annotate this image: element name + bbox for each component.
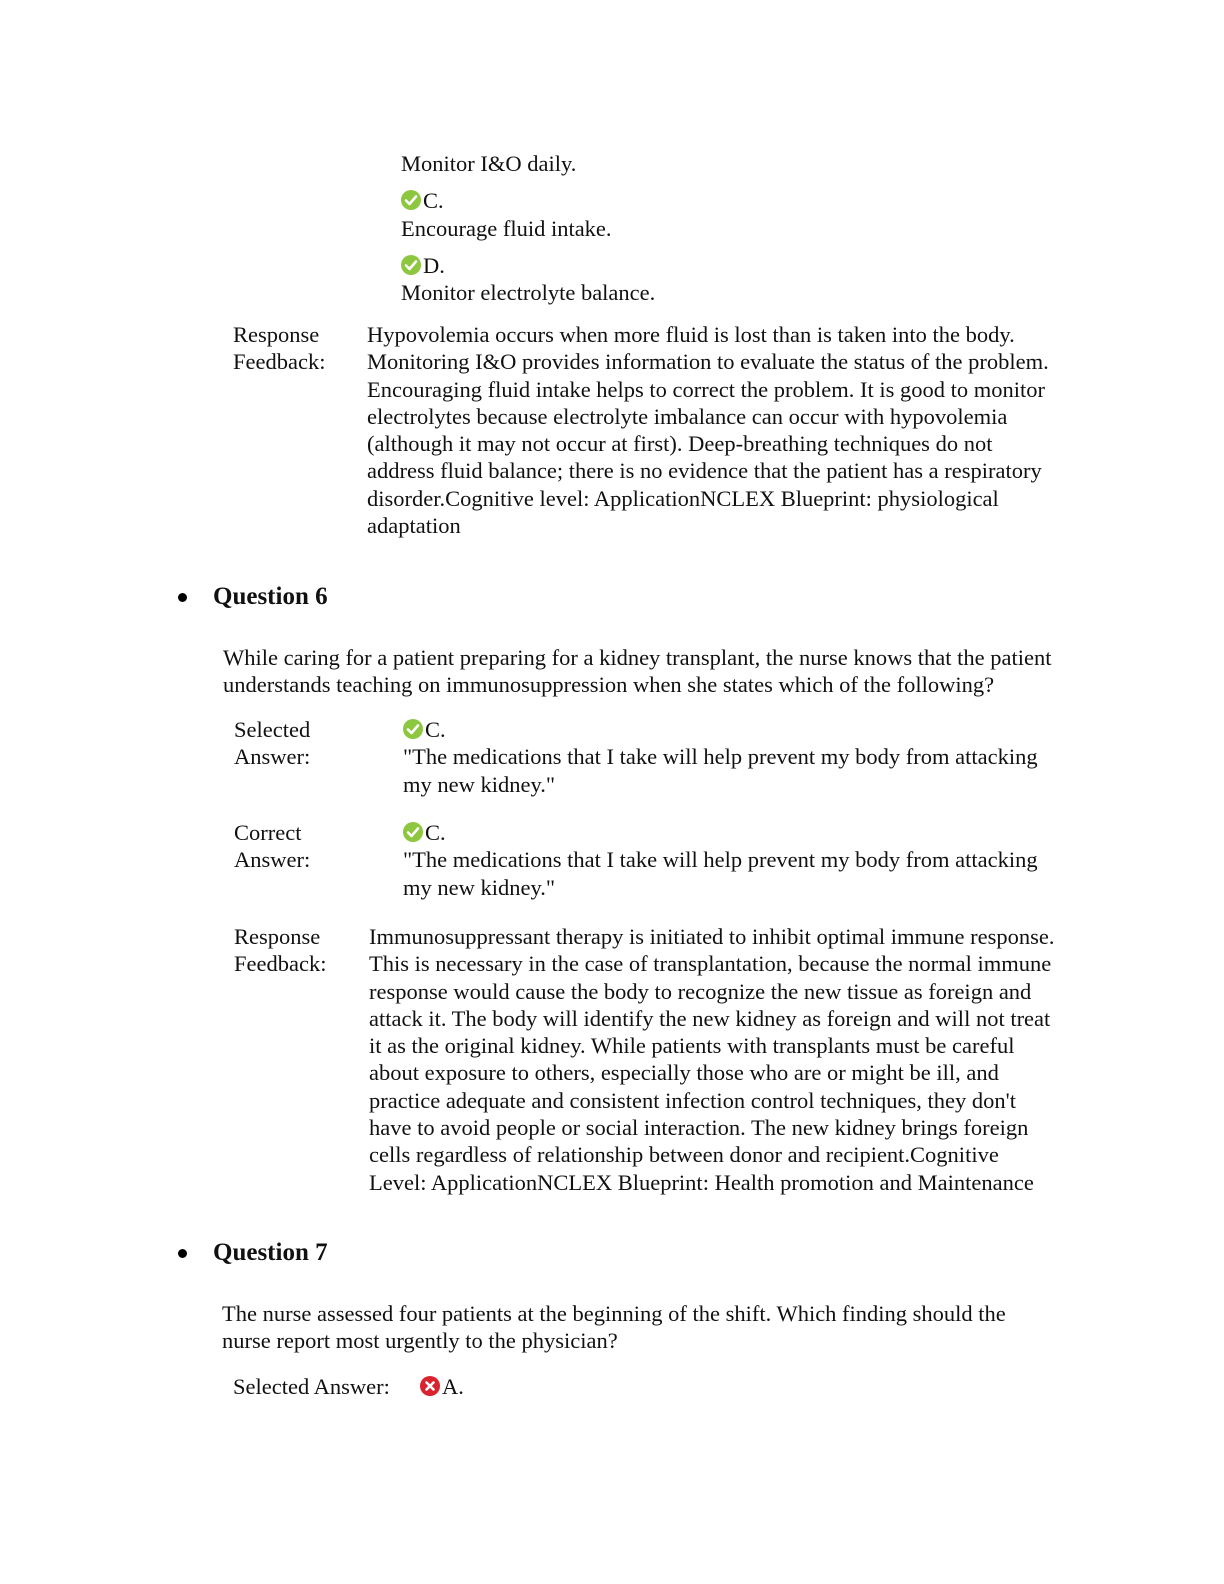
q6-feedback-label	[234, 923, 354, 978]
feedback-line: attack it. The body will identify the new kidney as foreign and will not treat	[369, 1005, 1051, 1031]
q5-feedback-label	[233, 321, 353, 376]
option-c-letter: C.	[423, 188, 444, 214]
feedback-line: about exposure to others, especially those who are or might be ill, and	[369, 1060, 999, 1086]
feedback-line: This is necessary in the case of transplantation, because the normal immune	[369, 951, 1052, 977]
q7-selected-answer	[420, 1373, 464, 1400]
feedback-line: practice adequate and consistent infection control techniques, they don't	[369, 1087, 1016, 1113]
option-c-text: Encourage fluid intake.	[401, 215, 612, 241]
check-icon	[403, 822, 423, 842]
q5-answer-options	[401, 150, 1101, 306]
list-bullet	[178, 1249, 187, 1258]
incorrect-x-icon	[420, 1376, 440, 1396]
check-icon	[401, 190, 421, 210]
prompt-line: The nurse assessed four patients at the beginning of the shift. Which finding should the	[222, 1301, 1006, 1326]
selected-answer-letter: C.	[425, 717, 446, 742]
feedback-line: Level: ApplicationNCLEX Blueprint: Health promotion and Maintenance	[369, 1169, 1034, 1195]
prompt-line: nurse report most urgently to the physician?	[222, 1328, 618, 1354]
q7-selected-answer-label: Selected Answer:	[233, 1374, 390, 1399]
feedback-line: address fluid balance; there is no evidence that the patient has a respiratory	[367, 458, 1042, 484]
option-b-text: Monitor I&O daily.	[401, 151, 577, 176]
question-7-title: Question 7	[213, 1239, 328, 1266]
feedback-line: have to avoid people or social interaction. The new kidney brings foreign	[369, 1115, 1029, 1141]
feedback-line: cells regardless of relationship between donor and recipient.Cognitive	[369, 1142, 999, 1168]
check-icon	[401, 255, 421, 275]
correct-answer	[403, 819, 1103, 901]
answer-line: "The medications that I take will help prevent my body from attacking	[403, 847, 1038, 873]
list-bullet	[178, 593, 187, 602]
answer-line: "The medications that I take will help prevent my body from attacking	[403, 744, 1038, 770]
feedback-label-line: Response	[234, 924, 321, 949]
feedback-line: Encouraging fluid intake helps to correct the problem. It is good to monitor	[367, 376, 1045, 402]
correct-answer-letter: C.	[425, 820, 446, 845]
feedback-line: adaptation	[367, 513, 461, 539]
feedback-line: disorder.Cognitive level: ApplicationNCLEX Blueprint: physiological	[367, 485, 999, 511]
feedback-label-line: Response	[233, 322, 320, 347]
option-d-text: Monitor electrolyte balance.	[401, 280, 656, 306]
question-6-title: Question 6	[213, 583, 328, 610]
label-line: Answer:	[234, 744, 311, 770]
selected-answer-row	[403, 716, 1103, 743]
check-icon	[403, 719, 423, 739]
selected-answer-label	[234, 716, 354, 771]
question-6-prompt	[223, 644, 1123, 699]
selected-answer	[403, 716, 1103, 798]
feedback-line: Immunosuppressant therapy is initiated to inhibit optimal immune response.	[369, 924, 1055, 949]
option-c-row	[401, 187, 1101, 214]
feedback-line: it as the original kidney. While patients with transplants must be careful	[369, 1033, 1015, 1059]
feedback-line: electrolytes because electrolyte imbalance can occur with hypovolemia	[367, 403, 1008, 429]
q7-selected-answer-letter: A.	[442, 1374, 464, 1399]
prompt-line: While caring for a patient preparing for a kidney transplant, the nurse knows that the patient	[223, 645, 1052, 670]
label-line: Correct	[234, 820, 302, 845]
question-7-prompt	[222, 1300, 1122, 1355]
feedback-label-line: Feedback:	[233, 349, 326, 375]
label-line: Answer:	[234, 847, 311, 873]
feedback-line: Monitoring I&O provides information to evaluate the status of the problem.	[367, 349, 1049, 375]
feedback-label-line: Feedback:	[234, 951, 327, 977]
answer-line: my new kidney."	[403, 771, 556, 797]
feedback-line: (although it may not occur at first). Deep-breathing techniques do not	[367, 431, 993, 457]
q5-feedback-text	[367, 321, 1107, 539]
correct-answer-row	[403, 819, 1103, 846]
answer-line: my new kidney."	[403, 874, 556, 900]
option-d-letter: D.	[423, 252, 445, 278]
prompt-line: understands teaching on immunosuppression when she states which of the following?	[223, 672, 995, 698]
label-line: Selected	[234, 717, 311, 742]
feedback-line: Hypovolemia occurs when more fluid is lost than is taken into the body.	[367, 322, 1015, 347]
correct-answer-label	[234, 819, 354, 874]
option-d-row	[401, 252, 1101, 279]
q6-feedback-text	[369, 923, 1109, 1196]
feedback-line: response would cause the body to recognize the new tissue as foreign and	[369, 978, 1032, 1004]
